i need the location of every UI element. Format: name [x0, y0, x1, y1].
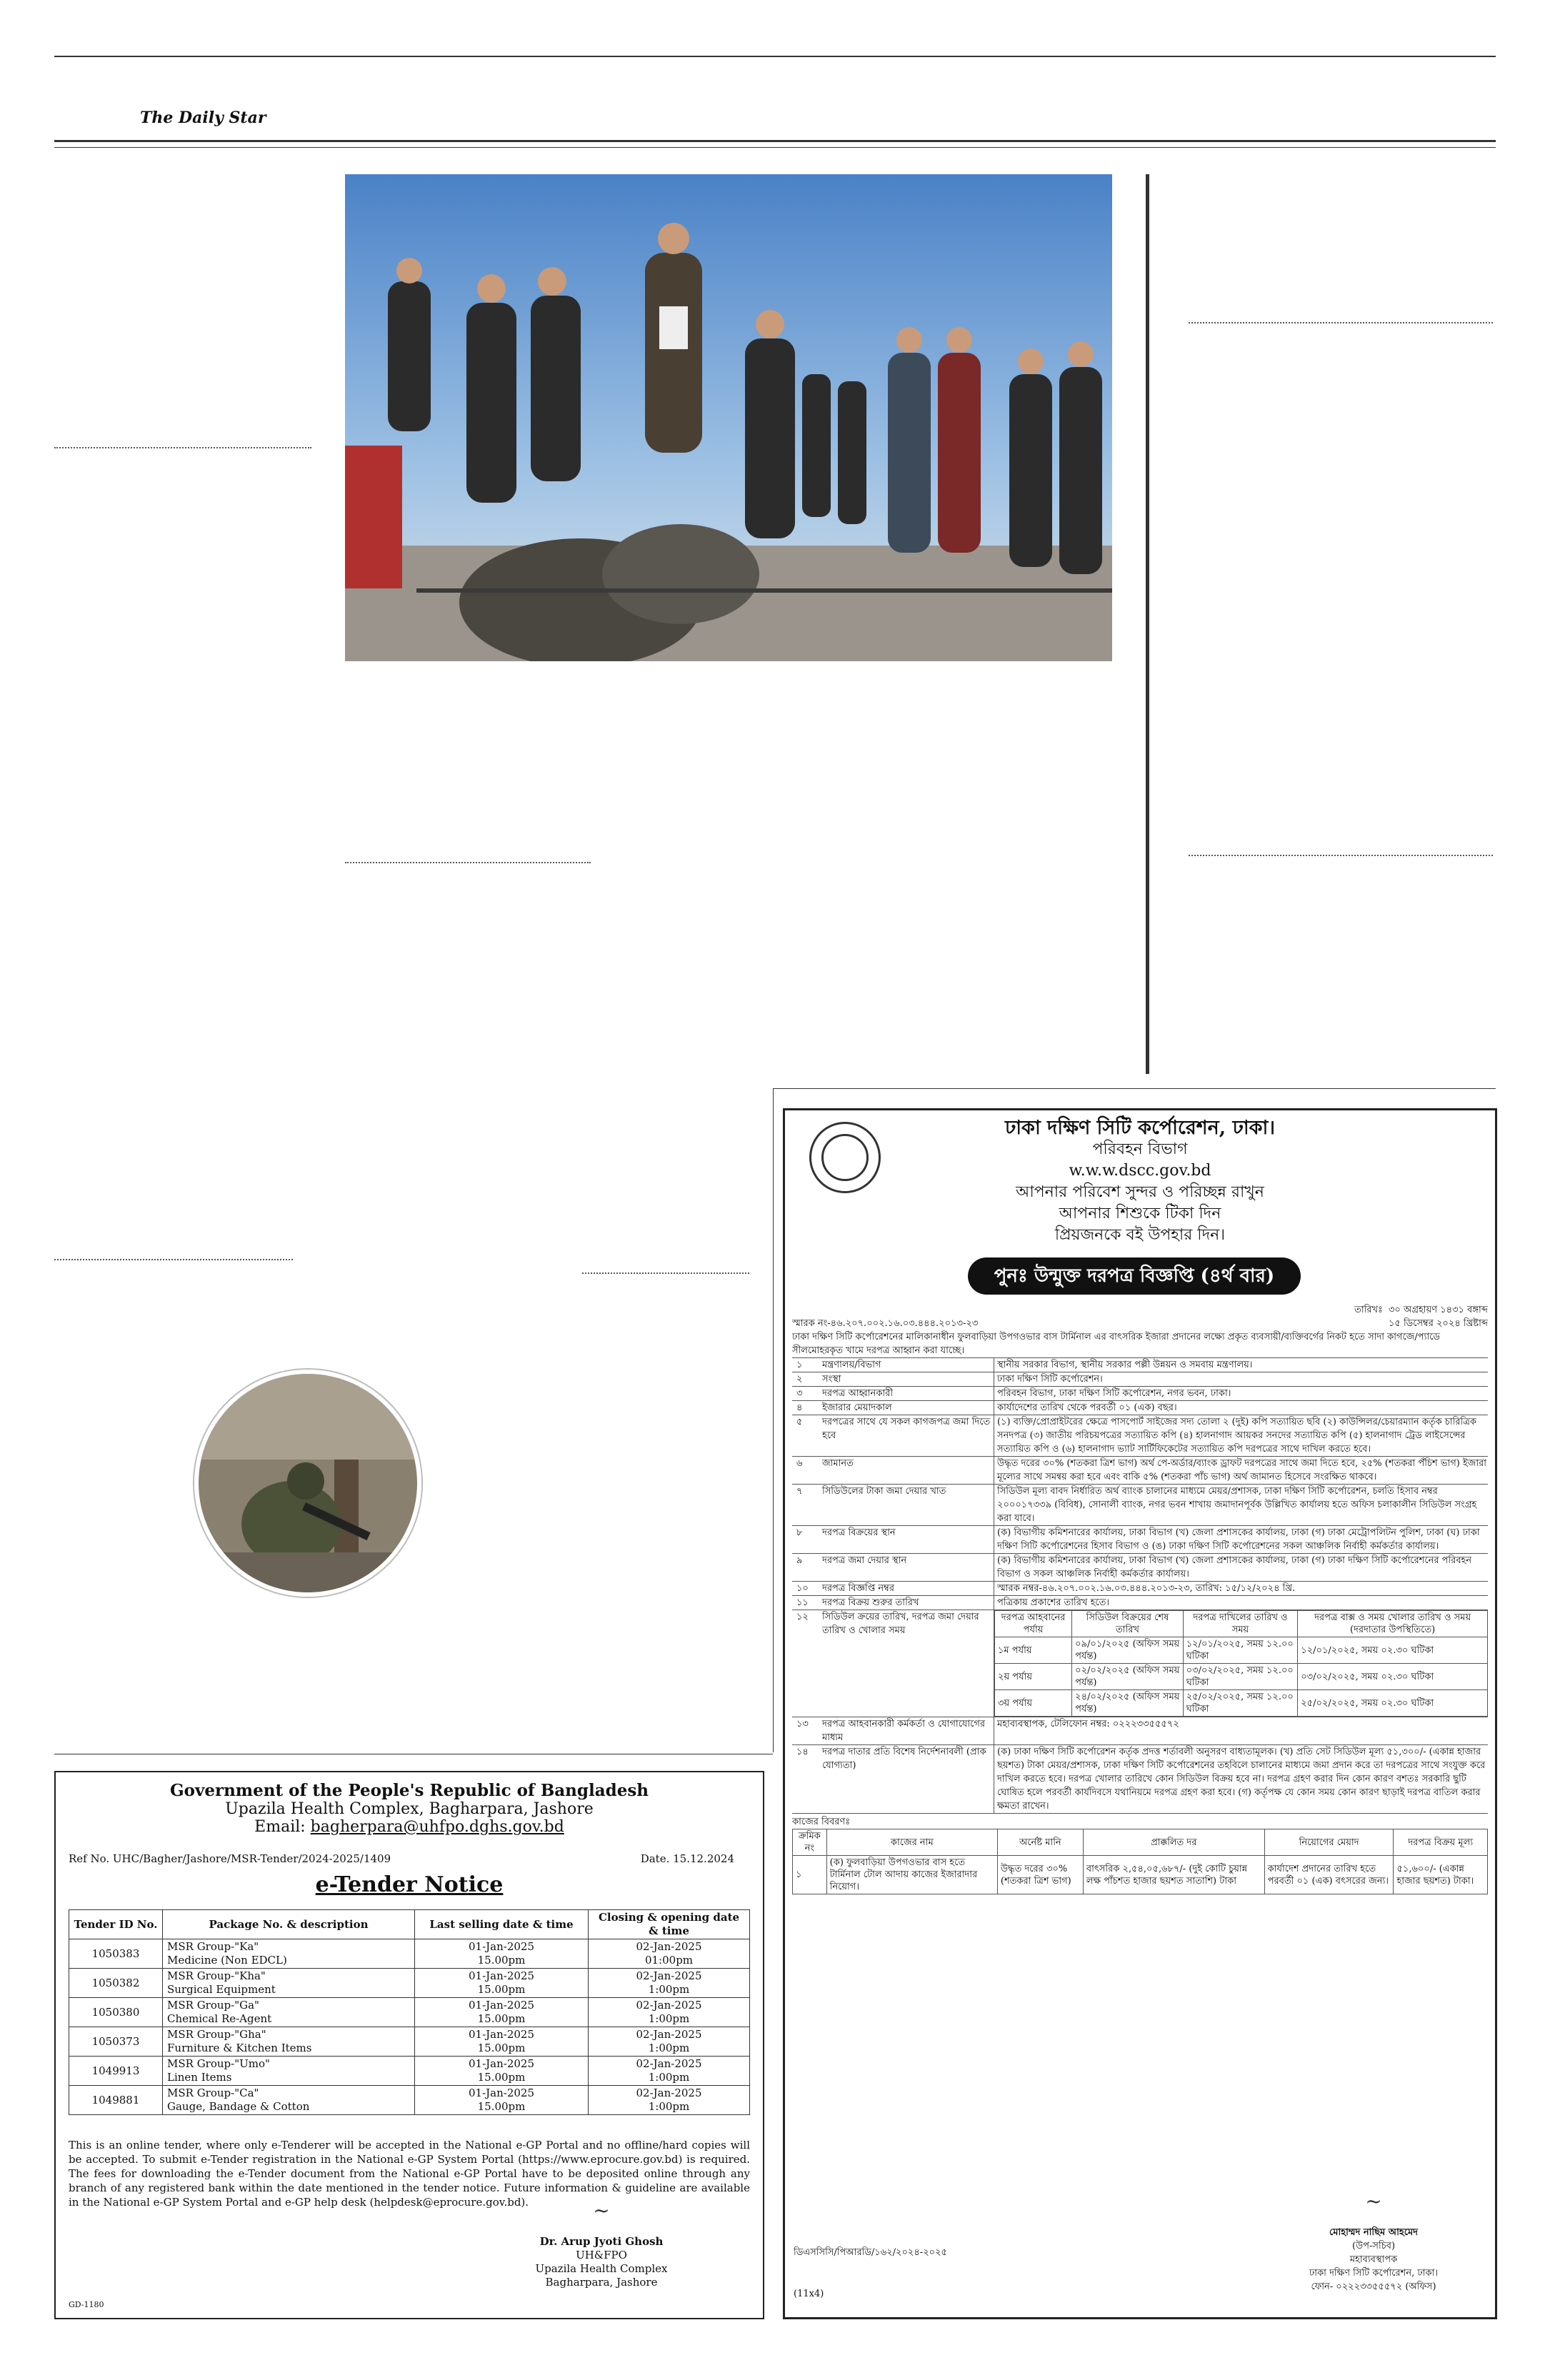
item-key: সিডিউল ক্রয়ের তারিখ, দরপত্র জমা দেয়ার তারিখ ও খোলার সময় [822, 1612, 979, 1636]
item-value: পরিবহন বিভাগ, ঢাকা দক্ষিণ সিটি কর্পোরেশন, নগর ভবন, ঢাকা। [994, 1387, 1488, 1400]
work-cell: ৫১,৬০০/- (একান্ন হাজার ছয়শত) টাকা। [1394, 1856, 1488, 1894]
selling-cell [415, 2027, 589, 2057]
work-table [792, 1829, 1488, 1894]
col-header: অর্নেষ্ট মানি [997, 1829, 1083, 1856]
selling-date: 01-Jan-2025 [468, 1999, 534, 2012]
item-number: ১২ [796, 1612, 809, 1622]
prd-ref: ডিএসসিসি/পিআরডি/১৬২/২০২৪-২০২৫ [794, 2247, 947, 2258]
schedule-row [995, 1664, 1488, 1690]
item-value: মহাব্যবস্থাপক, টেলিফোন নম্বর: ০২২২৩৩৫৫৫৭২ [994, 1717, 1488, 1744]
closing-time: 01:00pm [644, 1954, 694, 1967]
package-cell [163, 2086, 415, 2115]
date-english: ১৫ ডিসেম্বর ২০২৪ খ্রিষ্টাব্দ [1388, 1318, 1488, 1329]
closing-date: 02-Jan-2025 [636, 2057, 702, 2070]
selling-time: 15.00pm [477, 2100, 526, 2113]
slogan: প্রিয়জনকে বই উপহার দিন। [1054, 1226, 1226, 1244]
signature-mark: ~ [1365, 2189, 1382, 2213]
tender-table [69, 1909, 750, 2115]
email-link[interactable]: bagherpara@uhfpo.dghs.gov.bd [310, 1818, 564, 1836]
col-header: দরপত্র আহবানের পর্যায় [995, 1611, 1072, 1637]
notice-item [792, 1717, 1488, 1745]
tender-signature-block [523, 2199, 680, 2289]
item-value: পত্রিকায় প্রকাশের তারিখ হতে। [994, 1596, 1488, 1610]
dotted-rule [345, 862, 591, 863]
selling-time: 15.00pm [477, 2071, 526, 2084]
selling-date: 01-Jan-2025 [468, 1940, 534, 1953]
schedule-cell: ০২/০২/২০২৫ (অফিস সময় পর্যন্ত) [1072, 1664, 1184, 1690]
item-key: দরপত্র বিজ্ঞপ্তি নম্বর [822, 1583, 894, 1594]
selling-time: 15.00pm [477, 2042, 526, 2054]
schedule-table [994, 1610, 1488, 1717]
package-no: MSR Group-"Ca" [167, 2087, 259, 2099]
notice-item [792, 1745, 1488, 1814]
signer-title: UH&FPO [576, 2249, 627, 2261]
schedule-cell: ২য় পর্যায় [995, 1664, 1072, 1690]
dotted-rule [54, 447, 311, 448]
closing-cell [589, 2057, 750, 2086]
notice-item [792, 1485, 1488, 1526]
date-bangla: ৩০ অগ্রহায়ণ ১৪৩১ বঙ্গাব্দ [1388, 1305, 1488, 1315]
package-desc: Gauge, Bandage & Cotton [167, 2100, 310, 2113]
item-key: ইজারার মেয়াদকাল [822, 1402, 892, 1413]
signer-phone: ফোন- ০২২২৩৩৫৫৫৭২ (অফিস) [1311, 2281, 1436, 2292]
table-row [69, 1969, 750, 1998]
gd-code: GD-1180 [69, 2300, 104, 2309]
item-number: ৯ [796, 1555, 803, 1566]
closing-cell [589, 1939, 750, 1969]
package-desc: Surgical Equipment [167, 1983, 276, 1996]
govt-heading: Government of the People's Republic of Bangladesh [169, 1781, 649, 1800]
news-photo [345, 174, 1112, 661]
item-number: ৬ [796, 1458, 803, 1469]
package-cell [163, 1998, 415, 2027]
intro-text: ঢাকা দক্ষিণ সিটি কর্পোরেশনের মালিকানাধীন ফুলবাড়িয়া উপগওভার বাস টার্মিনাল এর বাৎসরিক ইজারা প্রদানের লক্ষ্যে প্রকৃত ব্যবসায়ী/ব্যক্তিবর্গের নিকট হতে সাদা কাগজে/প্যাডে সীলমোহরকৃত খামে দরপত্র আহ্বান করা যাচ্ছে। [792, 1330, 1488, 1358]
package-cell [163, 1969, 415, 1998]
column-divider [1146, 174, 1149, 1074]
schedule-cell: ২৫/০২/২০২৫, সময় ০২.৩০ ঘটিকা [1298, 1690, 1488, 1717]
closing-cell [589, 2027, 750, 2057]
item-value: সিডিউল মূল্য বাবদ নির্ধারিত অর্থ ব্যাংক চালানের মাধ্যমে মেয়র/প্রশাসক, ঢাকা দক্ষিণ সিটি কর্পোরেশন, চলতি হিসাব নম্বর ২০০০১৭৩৩৯ (বিবিধ), সোনালী ব্যাংক, নগর ভবন শাখায় জমাদানপূর্বক উল্লিখিত কার্যালয় হতে অফিস চলাকালীন সিডিউল সংগ্রহ করা যাবে। [994, 1485, 1488, 1525]
item-number: ৭ [796, 1486, 803, 1497]
work-cell: কার্যাদেশ প্রদানের তারিখ হতে পরবর্তী ০১ (এক) বৎসরের জন্য। [1264, 1856, 1394, 1894]
schedule-cell: ২৪/০২/২০২৫ (অফিস সময় পর্যন্ত) [1072, 1690, 1184, 1717]
item-value: (ক) বিভাগীয় কমিশনারের কার্যালয়, ঢাকা বিভাগ (খ) জেলা প্রশাসকের কার্যালয়, ঢাকা (গ) ঢাকা মেট্রোপলিটন পুলিশ, ঢাকা (ঘ) ঢাকা দক্ষিণ সিটি কর্পোরেশনের হিসাব বিভাগ ও (ঙ) ঢাকা দক্ষিণ সিটি কর্পোরেশনের সকল আঞ্চলিক নির্বাহী কর্মকর্তার কার্যালয়। [994, 1526, 1488, 1553]
item-number: ৮ [796, 1527, 803, 1538]
table-row [69, 2057, 750, 2086]
package-cell [163, 2057, 415, 2086]
size-code: (11x4) [794, 2289, 824, 2299]
selling-cell [415, 1969, 589, 1998]
notice-item [792, 1554, 1488, 1582]
tender-id: 1049913 [69, 2057, 163, 2086]
schedule-cell: ২৫/০২/২০২৫, সময় ১২.০০ ঘটিকা [1183, 1690, 1297, 1717]
item-key: সংস্থা [822, 1374, 841, 1385]
notice-signature-block [1274, 2189, 1474, 2294]
schedule-cell: ০৯/০১/২০২৫ (অফিস সময় পর্যন্ত) [1072, 1637, 1184, 1664]
col-header: Last selling date & time [415, 1910, 589, 1939]
ref-number: Ref No. UHC/Bagher/Jashore/MSR-Tender/2024-2025/1409 [69, 1852, 391, 1865]
table-row [69, 1939, 750, 1969]
schedule-row [995, 1690, 1488, 1717]
tender-title: e-Tender Notice [315, 1872, 504, 1897]
table-row [69, 2086, 750, 2115]
tender-id: 1050373 [69, 2027, 163, 2057]
package-no: MSR Group-"Kha" [167, 1969, 266, 1982]
signer-title: মহাব্যবস্থাপক [1349, 2254, 1398, 2265]
item-key: দরপত্রের সাথে যে সকল কাগজপত্র জমা দিতে হবে [822, 1417, 991, 1441]
schedule-cell: ১২/০১/২০২৫, সময় ০২.৩০ ঘটিকা [1298, 1637, 1488, 1664]
dscc-tender-notice [783, 1108, 1497, 2319]
item-key: দরপত্র দাতার প্রতি বিশেষ নির্দেশনাবলী (প্রাক যোগ্যতা) [822, 1747, 986, 1771]
signer-name: Dr. Arup Jyoti Ghosh [539, 2235, 664, 2248]
signer-name: মোহাম্মদ নাছিম আহমেদ [1329, 2227, 1418, 2238]
top-rule [54, 56, 1496, 57]
tender-id: 1050382 [69, 1969, 163, 1998]
item-number: ২ [796, 1374, 803, 1385]
notice-banner: পুনঃ উন্মুক্ত দরপত্র বিজ্ঞপ্তি (৪র্থ বার) [968, 1257, 1301, 1295]
package-no: MSR Group-"Gha" [167, 2028, 266, 2041]
item-value: (ক) বিভাগীয় কমিশনারের কার্যালয়, ঢাকা বিভাগ (খ) জেলা প্রশাসকের কার্যালয়, ঢাকা (গ) ঢাকা দক্ষিণ সিটি কর্পোরেশনের পরিবহন বিভাগ ও সকল আঞ্চলিক নির্বাহী কর্মকর্তার কার্যালয়। [994, 1554, 1488, 1581]
col-header: দরপত্র বিক্রয় মূল্য [1394, 1829, 1488, 1856]
tender-id: 1050383 [69, 1939, 163, 1969]
closing-date: 02-Jan-2025 [636, 1999, 702, 2012]
notice-date: Date. 15.12.2024 [640, 1852, 734, 1865]
dotted-rule [1189, 855, 1493, 856]
notice-item [792, 1387, 1488, 1401]
header-rule-thin [54, 147, 1496, 148]
schedule-cell: ০৩/০২/২০২৫, সময় ১২.০০ ঘটিকা [1183, 1664, 1297, 1690]
slogan: আপনার পরিবেশ সুন্দর ও পরিচ্ছন্ন রাখুন [1016, 1183, 1264, 1201]
item-key: সিডিউলের টাকা জমা দেয়ার খাত [822, 1486, 946, 1497]
col-header: দরপত্র দাখিলের তারিখ ও সময় [1183, 1611, 1297, 1637]
closing-cell [589, 1969, 750, 1998]
schedule-cell: ১২/০১/২০২৫, সময় ১২.০০ ঘটিকা [1183, 1637, 1297, 1664]
item-number: ১ [796, 1360, 803, 1370]
memo-line [792, 1303, 1488, 1330]
item-value: ঢাকা দক্ষিণ সিটি কর্পোরেশন। [994, 1372, 1488, 1386]
ad-top-rule [773, 1088, 1496, 1089]
package-desc: Chemical Re-Agent [167, 2012, 272, 2025]
slogan: আপনার শিশুকে টিকা দিন [1059, 1205, 1221, 1222]
email-label: Email: [254, 1818, 311, 1836]
item-number: ১৪ [796, 1747, 809, 1757]
col-header: নিয়োগের মেয়াদ [1264, 1829, 1394, 1856]
item-number: ১১ [796, 1597, 809, 1608]
org-name: ঢাকা দক্ষিণ সিটি কর্পোরেশন, ঢাকা। [1004, 1117, 1276, 1139]
col-header: ক্রমিক নং [793, 1829, 827, 1856]
selling-cell [415, 1998, 589, 2027]
item-key: দরপত্র বিক্রয় শুরুর তারিখ [822, 1597, 919, 1608]
package-no: MSR Group-"Umo" [167, 2057, 270, 2070]
tender-id: 1050380 [69, 1998, 163, 2027]
inset-photo [194, 1370, 421, 1597]
item-value: (১) ব্যক্তি/প্রোপ্রাইটরের ক্ষেত্রে পাসপোর্ট সাইজের সদ্য তোলা ২ (দুই) কপি সত্যায়িত ছবি (২) কাউন্সিলর/চেয়ারম্যান কর্তৃক চারিত্রিক সনদপত্র (৩) জাতীয় পরিচয়পত্রের সত্যায়িত কপি (৪) হালনাগাদ আয়কর সনদের সত্যায়িত কপি (৫) হালনাগাদ ট্রেড লাইসেন্সের সত্যায়িত কপি ও (৬) হালনাগাদ ভ্যাট সার্টিফিকেটের সত্যায়িত কপি দরপত্রের সাথে দাখিল করতে হবে। [994, 1415, 1488, 1456]
item-key: জামানত [822, 1458, 854, 1469]
work-cell: ১ [793, 1856, 827, 1894]
item-number: ১০ [796, 1583, 809, 1594]
work-cell: (ক) ফুলবাড়িয়া উপগওভার বাস হতে টার্মিনাল টোল আদায় কাজের ইজারাদার নিয়োগ। [826, 1856, 997, 1894]
dotted-rule [582, 1272, 749, 1274]
schedule-cell: ০৩/০২/২০২৫, সময় ০২.৩০ ঘটিকা [1298, 1664, 1488, 1690]
package-no: MSR Group-"Ka" [167, 1940, 259, 1953]
item-key: দরপত্র আহবানকারী কর্মকর্তা ও যোগাযোগের মাধ্যম [822, 1719, 986, 1743]
closing-time: 1:00pm [648, 2100, 690, 2113]
dept-name: পরিবহন বিভাগ [1092, 1140, 1188, 1158]
item-number: ১৩ [796, 1719, 809, 1729]
tender-note: This is an online tender, where only e-Tenderer will be accepted in the National e-GP Portal and no offline/hard copies will be accepted. To submit e-Tender registration in the National e-GP System Portal (https://www.eprocure.gov.bd) is required. The fees for downloading the e-Tender document from the National e-GP Portal have to be deposited online through any branch of any registered bank within the date mentioned in the tender notice. Future information & guideline are available in the National e-GP System Portal and e-GP help desk (helpdesk@eprocure.gov.bd). [69, 2139, 750, 2209]
item-number: ৩ [796, 1388, 803, 1399]
col-header: Package No. & description [163, 1910, 415, 1939]
work-cell: উদ্ধৃত দরের ৩০% (শতকরা ত্রিশ ভাগ) [997, 1856, 1083, 1894]
selling-time: 15.00pm [477, 1983, 526, 1996]
package-cell [163, 2027, 415, 2057]
tender-id: 1049881 [69, 2086, 163, 2115]
item-number: ৫ [796, 1417, 803, 1427]
selling-cell [415, 1939, 589, 1969]
table-row [69, 2027, 750, 2057]
website: w.w.w.dscc.gov.bd [1069, 1162, 1211, 1180]
item-value: স্থানীয় সরকার বিভাগ, স্থানীয় সরকার পল্লী উন্নয়ন ও সমবায় মন্ত্রণালয়। [994, 1358, 1488, 1372]
item-key: মন্ত্রণালয়/বিভাগ [822, 1360, 881, 1370]
signer-office: ঢাকা দক্ষিণ সিটি কর্পোরেশন, ঢাকা। [1309, 2268, 1439, 2279]
package-no: MSR Group-"Ga" [167, 1999, 259, 2012]
item-value: স্মারক নম্বর-৪৬.২০৭.০০২.১৬.০৩.৪৪৪.২০১৩-২৩, তারিখ: ১৫/১২/২০২৪ খ্রি. [994, 1582, 1488, 1595]
selling-time: 15.00pm [477, 2012, 526, 2025]
closing-date: 02-Jan-2025 [636, 2087, 702, 2099]
ad-left-rule [773, 1088, 774, 1752]
selling-time: 15.00pm [477, 1954, 526, 1967]
notice-item [792, 1401, 1488, 1415]
closing-time: 1:00pm [648, 2071, 690, 2084]
e-tender-notice [54, 1771, 764, 2319]
item-key: দরপত্র আহ্বানকারী [822, 1388, 894, 1399]
work-header-row [793, 1829, 1488, 1856]
date-label: তারিখঃ [1354, 1305, 1383, 1315]
schedule-cell: ১ম পর্যায় [995, 1637, 1072, 1664]
col-header: Tender ID No. [69, 1910, 163, 1939]
selling-date: 01-Jan-2025 [468, 2028, 534, 2041]
signature-mark: ~ [593, 2199, 610, 2222]
closing-cell [589, 1998, 750, 2027]
package-desc: Linen Items [167, 2071, 232, 2084]
signer-title: (উপ-সচিব) [1351, 2241, 1396, 2251]
notice-item [792, 1596, 1488, 1610]
selling-date: 01-Jan-2025 [468, 2057, 534, 2070]
selling-date: 01-Jan-2025 [468, 1969, 534, 1982]
item-key: দরপত্র বিক্রয়ের স্থান [822, 1527, 896, 1538]
selling-cell [415, 2086, 589, 2115]
closing-date: 02-Jan-2025 [636, 2028, 702, 2041]
closing-date: 02-Jan-2025 [636, 1969, 702, 1982]
item-key: দরপত্র জমা দেয়ার স্থান [822, 1555, 907, 1566]
item-value: (ক) ঢাকা দক্ষিণ সিটি কর্পোরেশন কর্তৃক প্রদত্ত শর্তাবলী অনুসরণ বাধ্যতামূলক। (খ) প্রতি সেট সিডিউল মূল্য ৫১,৩০০/- (একান্ন হাজার ছয়শত) টাকা মেয়র/প্রশাসক, ঢাকা দক্ষিণ সিটি কর্পোরেশনের তহবিলে চালানের মাধ্যমে জমা প্রদান করে তা দরপত্রের সাথে সংযুক্ত করে দাখিল করতে হবে। দরপত্র খোলার তারিখে কোন সিডিউল বিক্রয় হবে না। দরপত্র গ্রহণ করার দিন কোন কারণ বশতঃ সরকারি ছুটি ঘোষিত হলে পরবর্তী কার্যদিবসে যথানিয়মে দরপত্র গ্রহণ করা হবে। (গ) কর্তৃপক্ষ যে কোন সময় কোন কারণ ছাড়াই দরপত্র বাতিল করার ক্ষমতা রাখেন। [994, 1745, 1488, 1813]
notice-header [785, 1118, 1495, 1246]
schedule-row [792, 1610, 1488, 1717]
closing-date: 02-Jan-2025 [636, 1940, 702, 1953]
item-number: ৪ [796, 1402, 803, 1413]
dotted-rule [1189, 322, 1493, 323]
dotted-rule [54, 1259, 293, 1260]
notice-item [792, 1457, 1488, 1485]
masthead: The Daily Star [140, 109, 266, 127]
selling-date: 01-Jan-2025 [468, 2087, 534, 2099]
header-rule [54, 140, 1496, 142]
package-desc: Medicine (Non EDCL) [167, 1954, 287, 1967]
notice-item [792, 1582, 1488, 1596]
notice-item [792, 1372, 1488, 1387]
closing-time: 1:00pm [648, 2042, 690, 2054]
col-header: Closing & opening date & time [589, 1910, 750, 1939]
col-header: দরপত্র বাক্স ও সময় খোলার তারিখ ও সময় (দরদাতার উপস্থিতিতে) [1298, 1611, 1488, 1637]
closing-cell [589, 2086, 750, 2115]
memo-number: স্মারক নং-৪৬.২০৭.০০২.১৬.০৩.৪৪৪.২০১৩-২৩ [792, 1318, 979, 1329]
work-cell: বাৎসরিক ২,৫৪,০৫,৬৮৭/- (দুই কোটি চুয়ান্ন লক্ষ পাঁচশত হাজার ছয়শত সাতাশি) টাকা [1083, 1856, 1264, 1894]
schedule-row [995, 1637, 1488, 1664]
table-row [69, 1998, 750, 2027]
signer-office: Bagharpara, Jashore [545, 2276, 658, 2289]
work-title: কাজের বিবরণঃ [792, 1817, 851, 1827]
col-header: সিডিউল বিক্রয়ের শেষ তারিখ [1072, 1611, 1184, 1637]
work-row [793, 1856, 1488, 1894]
schedule-cell: ৩য় পর্যায় [995, 1690, 1072, 1717]
email-line [56, 1818, 763, 1836]
item-value: উদ্ধৃত দরের ৩০% (শতকরা ত্রিশ ভাগ) অর্থ পে-অর্ডার/ব্যাংক ড্রাফট দরপত্রের সাথে জমা দিতে হবে, ২৫% (শতকরা পঁচিশ ভাগ) ইজারা মূল্যের সাথে সমন্বয় করা হবে এবং বাকি ৫% (শতকরা পাঁচ ভাগ) অর্থ জামানত হিসেবে সংরক্ষিত থাকবে। [994, 1457, 1488, 1484]
col-header: কাজের নাম [826, 1829, 997, 1856]
package-cell [163, 1939, 415, 1969]
notice-item [792, 1358, 1488, 1372]
item-value: কার্যাদেশের তারিখ থেকে পরবর্তী ০১ (এক) বছর। [994, 1401, 1488, 1415]
closing-time: 1:00pm [648, 2012, 690, 2025]
closing-time: 1:00pm [648, 1983, 690, 1996]
office-name: Upazila Health Complex, Bagharpara, Jashore [225, 1800, 594, 1818]
selling-cell [415, 2057, 589, 2086]
notice-body [792, 1303, 1488, 1894]
col-header: প্রাক্কলিত দর [1083, 1829, 1264, 1856]
notice-item [792, 1526, 1488, 1554]
package-desc: Furniture & Kitchen Items [167, 2042, 312, 2054]
signer-office: Upazila Health Complex [535, 2262, 668, 2275]
notice-item [792, 1415, 1488, 1457]
